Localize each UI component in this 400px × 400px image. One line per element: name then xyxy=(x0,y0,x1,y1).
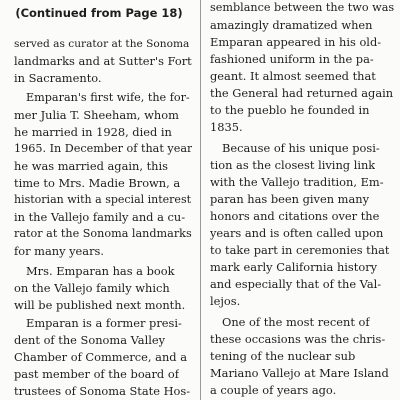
text-line: past member of the board of xyxy=(14,367,179,381)
text-line: tening of the nuclear sub xyxy=(210,349,356,363)
text-line: mark early California history xyxy=(210,260,378,274)
text-line: a couple of years ago. xyxy=(210,383,337,397)
text-line: geant. It almost seemed that xyxy=(210,69,376,83)
text-line: will be published next month. xyxy=(14,298,186,312)
continued-heading: (Continued from Page 18) xyxy=(15,6,183,20)
text-line: amazingly dramatized when xyxy=(210,18,373,32)
text-line: paran has been given many xyxy=(210,192,370,206)
text-line: trustees of Sonoma State Hos- xyxy=(14,384,191,398)
text-line: Because of his unique posi- xyxy=(222,141,380,155)
text-line: mer Julia T. Sheeham, whom xyxy=(14,108,179,122)
text-line: 1835. xyxy=(210,120,243,134)
column-divider xyxy=(200,0,201,400)
text-line: Mariano Vallejo at Mare Island xyxy=(210,366,389,380)
text-line: semblance between the two was xyxy=(210,1,395,14)
text-line: One of the most recent of xyxy=(222,315,370,329)
text-line: historian with a special interest xyxy=(14,193,192,206)
text-line: to the pueblo he founded in xyxy=(210,103,370,117)
text-line: he was married again, this xyxy=(14,159,168,173)
text-line: time to Mrs. Madie Brown, a xyxy=(14,176,181,190)
text-line: fashioned uniform in the pa- xyxy=(210,52,374,66)
text-line: years and is often called upon xyxy=(210,226,384,240)
text-line: Emparan's first wife, the for- xyxy=(26,91,190,104)
text-line: he married in 1928, died in xyxy=(14,125,172,139)
text-line: tion as the closest living link xyxy=(210,158,376,172)
text-line: landmarks and at Sutter's Fort xyxy=(14,54,192,68)
text-line: rator at the Sonoma landmarks xyxy=(14,227,192,240)
text-line: 1965. In December of that year xyxy=(14,142,193,155)
text-line: served as curator at the Sonoma xyxy=(14,38,190,50)
text-line: the General had returned again xyxy=(210,86,394,100)
text-line: and especially that of the Val- xyxy=(210,277,382,291)
text-line: with the Vallejo tradition, Em- xyxy=(210,175,384,189)
text-line: on the Vallejo family which xyxy=(14,281,170,295)
text-line: in the Vallejo family and a cu- xyxy=(14,210,186,224)
text-line: dent of the Sonoma Valley xyxy=(14,333,166,347)
text-line: Mrs. Emparan has a book xyxy=(26,264,175,278)
text-line: in Sacramento. xyxy=(14,71,102,85)
text-line: Emparan is a former presi- xyxy=(26,316,182,330)
text-line: Emparan appeared in his old- xyxy=(210,35,382,49)
text-line: these occasions was the chris- xyxy=(210,332,386,346)
text-line: for many years. xyxy=(14,244,105,258)
text-line: to take part in ceremonies that xyxy=(210,243,390,257)
text-line: honors and citations over the xyxy=(210,209,380,223)
text-line: Chamber of Commerce, and a xyxy=(14,350,187,364)
text-line: lejos. xyxy=(210,294,241,308)
